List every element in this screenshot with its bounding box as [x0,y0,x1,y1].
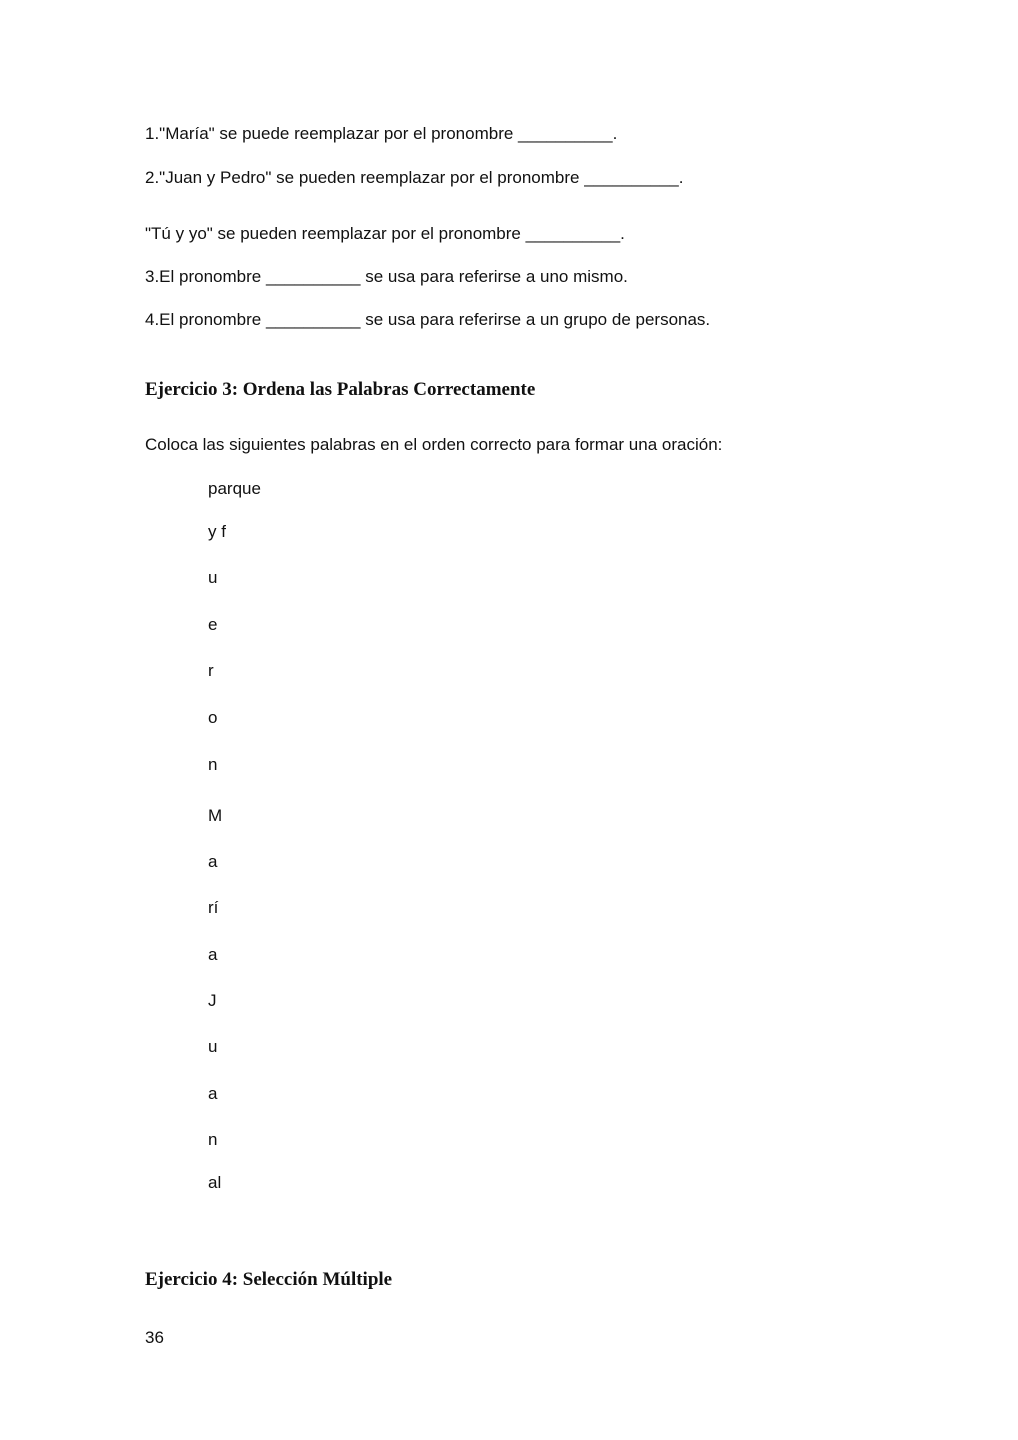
word-item: a [208,852,218,871]
word-item: a [208,945,218,964]
word-item: u [208,568,218,587]
exercise-item-extra: "Tú y yo" se pueden reemplazar por el pronombre __________. [145,224,625,243]
word-item: M [208,806,223,825]
word-item: n [208,1130,218,1149]
word-item: parque [208,479,261,498]
exercise-item-3: 3.El pronombre __________ se usa para referirse a uno mismo. [145,267,628,286]
page-number: 36 [145,1328,164,1347]
word-item: r [208,661,214,680]
word-item: rí [208,898,219,917]
word-item: a [208,1084,218,1103]
word-item: o [208,708,218,727]
word-item: e [208,615,218,634]
word-item: u [208,1037,218,1056]
word-item: al [208,1173,222,1192]
exercise-3-instruction: Coloca las siguientes palabras en el orden correcto para formar una oración: [145,435,723,454]
exercise-item-2: 2."Juan y Pedro" se pueden reemplazar por el pronombre __________. [145,168,684,187]
exercise-item-4: 4.El pronombre __________ se usa para referirse a un grupo de personas. [145,310,711,329]
exercise-3-heading: Ejercicio 3: Ordena las Palabras Correctamente [145,379,536,400]
word-item: n [208,755,218,774]
word-item: y f [208,522,226,541]
word-item: J [208,991,217,1010]
exercise-4-heading: Ejercicio 4: Selección Múltiple [145,1269,393,1290]
exercise-item-1: 1."María" se puede reemplazar por el pronombre __________. [145,124,618,143]
